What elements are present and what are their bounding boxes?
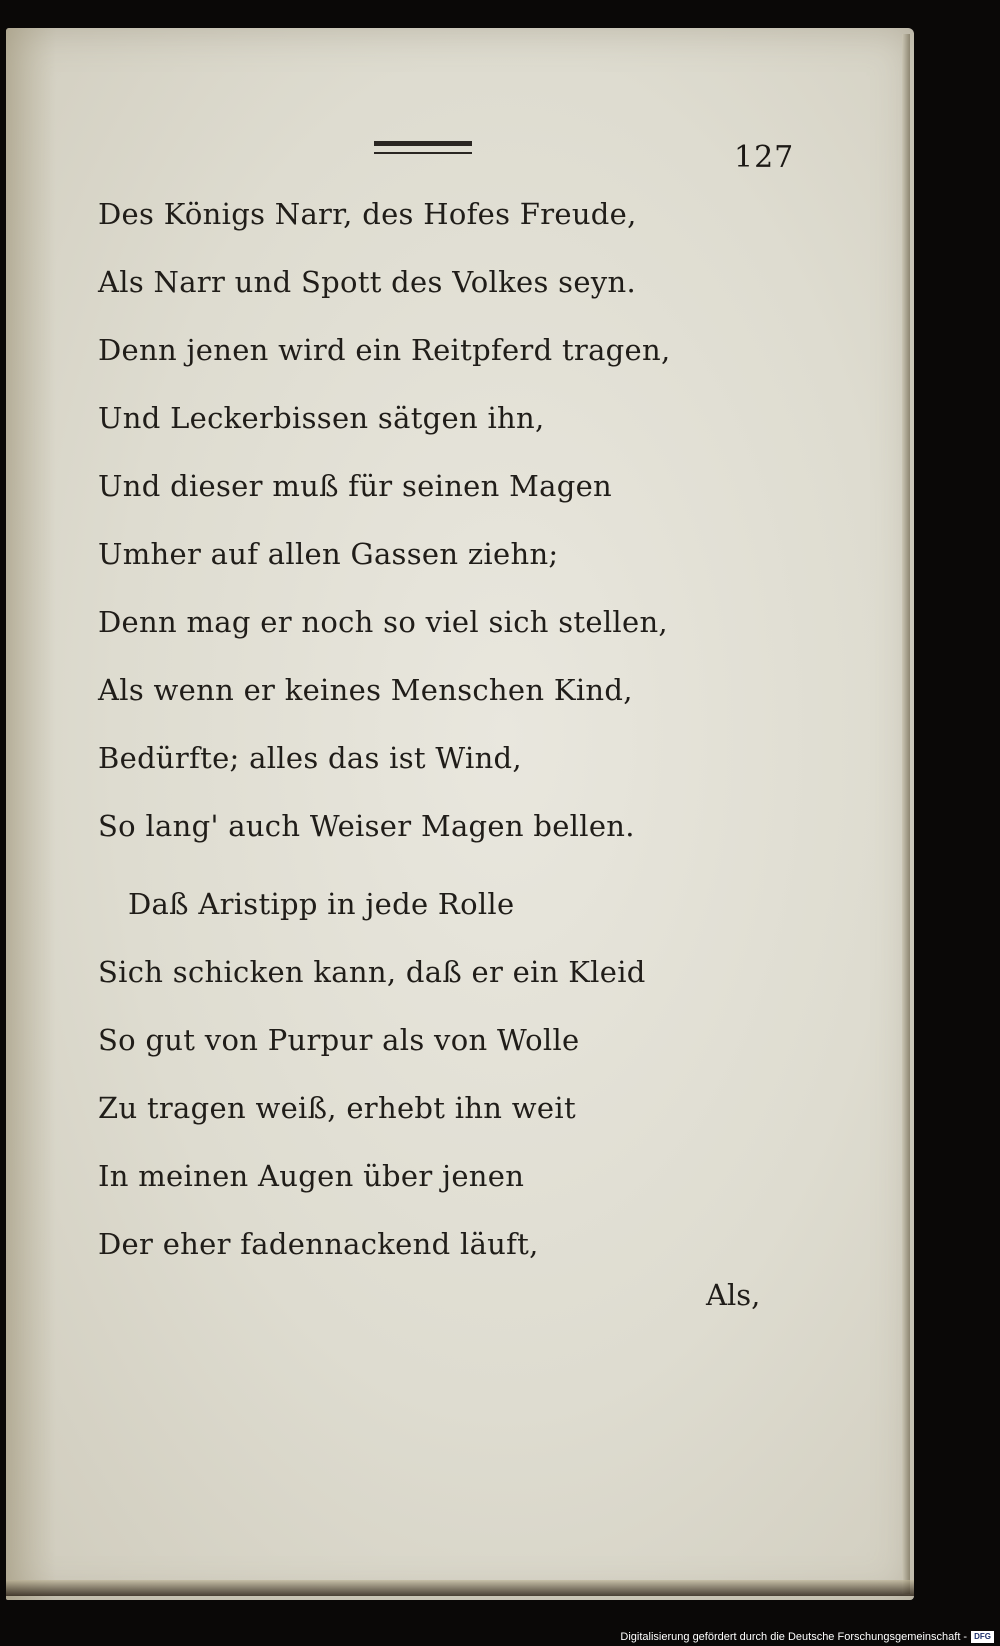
verse-line: Als wenn er keines Menschen Kind, [98,673,633,707]
verse-line: Und dieser muß für seinen Magen [98,469,613,503]
verse-line: Und Leckerbissen sätgen ihn, [98,401,545,435]
verse-line: Als Narr und Spott des Volkes seyn. [98,265,636,299]
header-rule-thin [374,152,472,154]
page-edge [902,34,910,1594]
verse-line: Des Königs Narr, des Hofes Freude, [98,197,637,231]
verse-line: Denn jenen wird ein Reitpferd tragen, [98,333,671,367]
credit-text: Digitalisierung gefördert durch die Deutsche Forschungsgemeinschaft - [620,1631,968,1643]
verse-line: So gut von Purpur als von Wolle [98,1023,580,1057]
page-bottom-shadow [6,1580,914,1596]
page-number: 127 [734,140,795,175]
verse-line: So lang' auch Weiser Magen bellen. [98,809,635,843]
verse-line: In meinen Augen über jenen [98,1159,525,1193]
poem-text [98,180,738,1278]
verse-line: Umher auf allen Gassen ziehn; [98,537,559,571]
header-rule-thick [374,141,472,146]
verse-line: Bedürfte; alles das ist Wind, [98,741,522,775]
verse-line: Daß Aristipp in jede Rolle [128,887,515,921]
verse-line: Sich schicken kann, daß er ein Kleid [98,955,646,989]
verse-line: Zu tragen weiß, erhebt ihn weit [98,1091,576,1125]
verse-line: Denn mag er noch so viel sich stellen, [98,605,668,639]
catchword: Als, [706,1278,761,1312]
digitization-credit [620,1631,994,1643]
dfg-logo: DFG [971,1631,994,1643]
verse-line: Der eher fadennackend läuft, [98,1227,539,1261]
